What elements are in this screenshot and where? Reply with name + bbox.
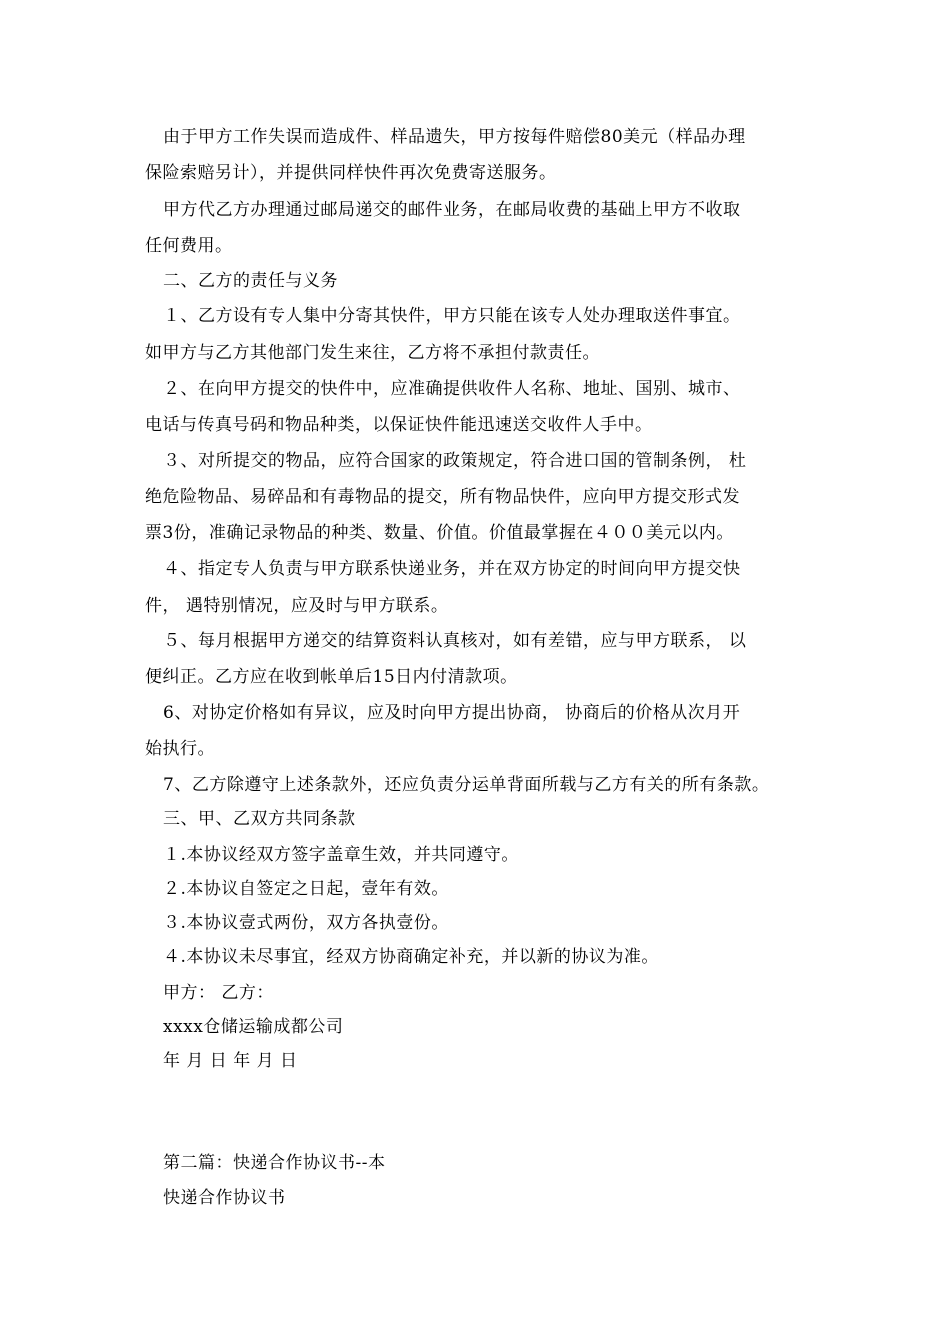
common-clause-2: ２.本协议自签定之日起，壹年有效。 xyxy=(163,879,449,899)
clause-3-line-2: 绝危险物品、易碎品和有毒物品的提交，所有物品快件，应向甲方提交形式发 xyxy=(145,487,740,507)
clause-1-line-1: １、乙方设有专人集中分寄其快件，甲方只能在该专人处办理取送件事宜。 xyxy=(163,306,741,326)
clause-4-line-2: 件， 遇特别情况，应及时与甲方联系。 xyxy=(145,596,449,616)
common-clause-1: １.本协议经双方签字盖章生效，并共同遵守。 xyxy=(163,845,519,865)
common-clause-3: ３.本协议壹式两份，双方各执壹份。 xyxy=(163,913,449,933)
date-line: 年 月 日 年 月 日 xyxy=(163,1051,298,1071)
section-heading-2: 二、乙方的责任与义务 xyxy=(163,271,338,291)
clause-6-line-2: 始执行。 xyxy=(145,739,215,759)
company-name: xxxx仓储运输成都公司 xyxy=(163,1017,344,1037)
clause-4-line-1: ４、指定专人负责与甲方联系快递业务，并在双方协定的时间向甲方提交快 xyxy=(163,559,741,579)
paragraph-line-4: 任何费用。 xyxy=(145,236,233,256)
clause-3-line-3: 票3份，准确记录物品的种类、数量、价值。价值最掌握在４００美元以内。 xyxy=(145,523,734,543)
paragraph-line-3: 甲方代乙方办理通过邮局递交的邮件业务，在邮局收费的基础上甲方不收取 xyxy=(163,200,741,220)
clause-2-line-2: 电话与传真号码和物品种类，以保证快件能迅速送交收件人手中。 xyxy=(145,415,653,435)
common-clause-4: ４.本协议未尽事宜，经双方协商确定补充，并以新的协议为准。 xyxy=(163,947,659,967)
clause-6-line-1: 6、对协定价格如有异议，应及时向甲方提出协商， 协商后的价格从次月开 xyxy=(163,703,741,723)
clause-5-line-2: 便纠正。乙方应在收到帐单后15日内付清款项。 xyxy=(145,667,518,687)
agreement-title: 快递合作协议书 xyxy=(163,1188,286,1208)
clause-1-line-2: 如甲方与乙方其他部门发生来往，乙方将不承担付款责任。 xyxy=(145,343,600,363)
chapter-title: 第二篇：快递合作协议书--本 xyxy=(163,1153,386,1173)
clause-3-line-1: ３、对所提交的物品，应符合国家的政策规定，符合进口国的管制条例， 杜 xyxy=(163,451,747,471)
party-labels: 甲方： 乙方： xyxy=(163,983,274,1003)
paragraph-line-1: 由于甲方工作失误而造成件、样品遗失，甲方按每件赔偿80美元（样品办理 xyxy=(163,127,746,147)
section-heading-3: 三、甲、乙双方共同条款 xyxy=(163,809,356,829)
clause-7-line-1: 7、乙方除遵守上述条款外，还应负责分运单背面所载与乙方有关的所有条款。 xyxy=(163,775,770,795)
paragraph-line-2: 保险索赔另计），并提供同样快件再次免费寄送服务。 xyxy=(145,163,557,183)
clause-5-line-1: ５、每月根据甲方递交的结算资料认真核对，如有差错，应与甲方联系， 以 xyxy=(163,631,747,651)
clause-2-line-1: ２、在向甲方提交的快件中，应准确提供收件人名称、地址、国别、城市、 xyxy=(163,379,741,399)
